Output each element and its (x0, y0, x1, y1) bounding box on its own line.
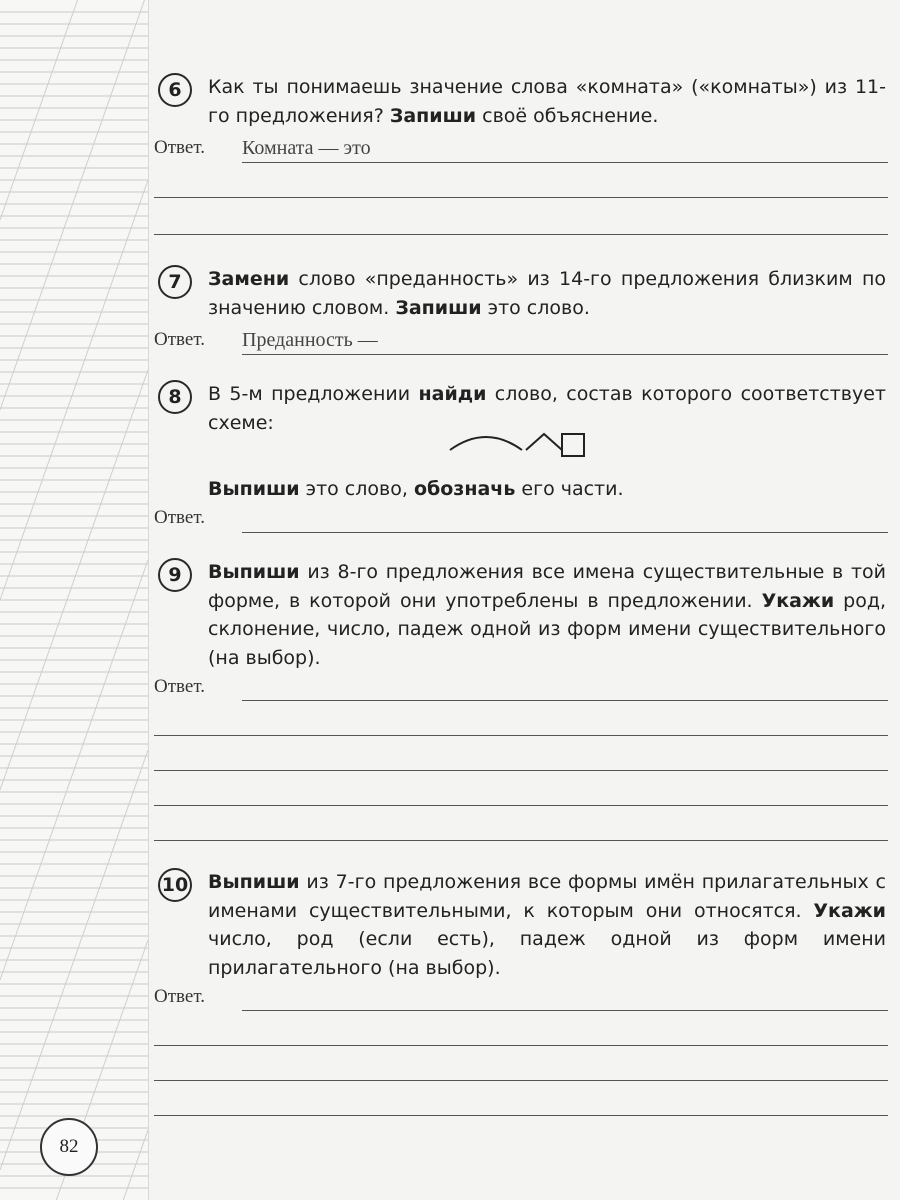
answer-label: Ответ. (154, 137, 205, 158)
task-text: Как ты понимаешь значение слова «комната» («комнаты») из 11-го предложения? Запиши своё объяснение. (208, 76, 886, 127)
answer-prefill: Комната — это (242, 137, 371, 159)
task-number-badge: 8 (158, 380, 192, 414)
answer-line[interactable] (154, 1045, 888, 1046)
page-number: 82 (40, 1118, 98, 1176)
answer-line[interactable] (154, 770, 888, 771)
task-instruction: Выпиши это слово, обозначь его части. (208, 478, 624, 500)
ruled-margin-lines (0, 0, 148, 1200)
task-number-badge: 9 (158, 558, 192, 592)
answer-label: Ответ. (154, 986, 205, 1007)
answer-label: Ответ. (154, 329, 205, 350)
task-text: В 5-м предложении найди слово, состав которого соответствует схеме: (208, 383, 887, 434)
task-text: Выпиши из 8-го предложения все имена существительные в той форме, в которой они употреблены в предложении. Укажи род, склонение, число, падеж одной из форм имени существительного (на выбор). (208, 561, 886, 669)
task-text: Замени слово «преданность» из 14-го предложения близким по значению словом. Запиши это слово. (208, 268, 886, 319)
ruled-margin (0, 0, 149, 1200)
answer-line[interactable] (154, 234, 888, 235)
workbook-page (148, 0, 900, 1200)
answer-line[interactable] (242, 162, 888, 163)
answer-line[interactable] (154, 197, 888, 198)
answer-line[interactable] (154, 735, 888, 736)
answer-line[interactable] (154, 1115, 888, 1116)
task-number-badge: 10 (158, 868, 192, 902)
answer-line[interactable] (154, 805, 888, 806)
morpheme-scheme (446, 428, 596, 466)
answer-label: Ответ. (154, 507, 205, 528)
root-arc-icon (450, 437, 522, 450)
answer-label: Ответ. (154, 676, 205, 697)
suffix-caret-icon (526, 434, 562, 450)
answer-line[interactable] (242, 532, 888, 533)
task-text: Выпиши из 7-го предложения все формы имён прилагательных с именами существительными, к которым они относятся. Укажи число, род (если есть), падеж одной из форм имени прилагательного (на выбор). (208, 871, 886, 979)
answer-prefill: Преданность — (242, 329, 378, 351)
answer-line[interactable] (154, 840, 888, 841)
task-number-badge: 6 (158, 73, 192, 107)
answer-line[interactable] (242, 700, 888, 701)
answer-line[interactable] (242, 1010, 888, 1011)
answer-line[interactable] (154, 1080, 888, 1081)
ending-box-icon (562, 434, 584, 456)
task-number-badge: 7 (158, 265, 192, 299)
answer-line[interactable] (242, 354, 888, 355)
